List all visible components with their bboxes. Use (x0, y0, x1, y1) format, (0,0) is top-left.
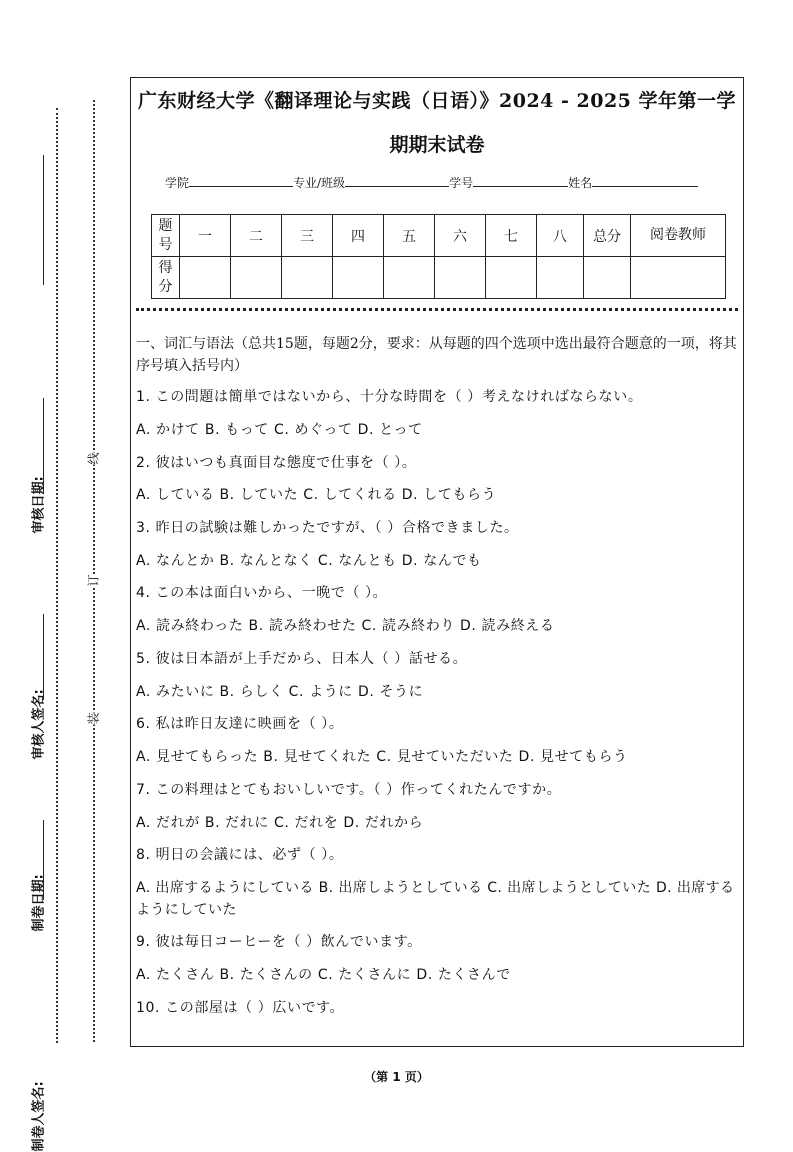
college-label: 学院 (165, 176, 190, 190)
question-5: 5. 彼は日本語が上手だから、日本人（ ）話せる。 (136, 651, 468, 667)
question-4: 4. この本は面白いから、一晩で（ ）。 (136, 585, 388, 601)
college-field[interactable] (189, 174, 293, 187)
question-5-options: A. みたいに B. らしく C. ように D. そうに (136, 684, 424, 700)
question-number-header: 题号 (152, 215, 180, 257)
score-cell-3[interactable] (282, 257, 333, 299)
maker-sign-label: 制卷人签名: (31, 1081, 47, 1152)
question-2: 2. 彼はいつも真面目な態度で仕事を（ ）。 (136, 455, 417, 471)
question-9: 9. 彼は毎日コーヒーを（ ）飲んでいます。 (136, 934, 422, 950)
question-1-options: A. かけて B. もって C. めぐって D. とって (136, 422, 423, 438)
dotted-binding-line (93, 100, 95, 1042)
score-cell-4[interactable] (333, 257, 384, 299)
question-4-options: A. 読み終わった B. 読み終わせた C. 読み終わり D. 読み終える (136, 618, 555, 634)
score-col-total: 总分 (584, 215, 631, 257)
name-label: 姓名 (568, 176, 593, 190)
dotted-separator-left (56, 108, 58, 1043)
section-1-title: 一、词汇与语法（总共15题，每题2分，要求：从每题的四个选项中选出最符合题意的一项，将其序号填入括号内） (136, 336, 737, 374)
score-col-7: 七 (486, 215, 537, 257)
question-8-options: A. 出席するようにしている B. 出席しようとしている C. 出席しようとしていた D. 出席するようにしていた (136, 880, 735, 918)
score-cell-1[interactable] (180, 257, 231, 299)
reviewer-sign-line (43, 398, 44, 494)
score-cell-8[interactable] (537, 257, 584, 299)
reviewer-sign-label: 审核人签名: (31, 689, 47, 760)
question-8: 8. 明日の会議には、必ず（ ）。 (136, 847, 344, 863)
question-9-options: A. たくさん B. たくさんの C. たくさんに D. たくさんで (136, 967, 511, 983)
binding-bind-char: 装 (83, 712, 104, 724)
question-2-options: A. している B. していた C. してくれる D. してもらう (136, 487, 497, 503)
major-class-field[interactable] (345, 174, 449, 187)
exam-title-line2: 期期末试卷 (389, 134, 485, 156)
question-3-options: A. なんとか B. なんとなく C. なんとも D. なんでも (136, 553, 482, 569)
binding-order-char: 订 (83, 574, 104, 586)
score-cell-total[interactable] (584, 257, 631, 299)
reviewer-date-label: 审核日期: (31, 476, 47, 534)
score-cell-7[interactable] (486, 257, 537, 299)
score-col-2: 二 (231, 215, 282, 257)
score-cell-5[interactable] (384, 257, 435, 299)
score-table (151, 214, 726, 299)
score-row-header: 得分 (152, 257, 180, 299)
score-cell-reviewer[interactable] (631, 257, 726, 299)
score-col-3: 三 (282, 215, 333, 257)
question-3: 3. 昨日の試験は難しかったですが、（ ）合格できました。 (136, 520, 519, 536)
question-7: 7. この料理はとてもおいしいです。（ ）作ってくれたんですか。 (136, 782, 562, 798)
student-id-field[interactable] (473, 174, 568, 187)
question-7-options: A. だれが B. だれに C. だれを D. だれから (136, 815, 424, 831)
student-info-row (165, 174, 698, 191)
maker-sign-line (43, 820, 44, 900)
score-col-8: 八 (537, 215, 584, 257)
major-class-label: 专业/班级 (293, 176, 346, 190)
maker-date-line (43, 614, 44, 700)
maker-date-label: 制卷日期: (31, 874, 47, 932)
question-6-options: A. 見せてもらった B. 見せてくれた C. 見せていただいた D. 見せてもらう (136, 749, 628, 765)
question-6: 6. 私は昨日友達に映画を（ ）。 (136, 716, 344, 732)
reviewer-header: 阅卷教师 (631, 215, 726, 257)
reviewer-date-line (43, 155, 44, 285)
score-col-5: 五 (384, 215, 435, 257)
question-10: 10. この部屋は（ ）広いです。 (136, 1000, 345, 1016)
score-col-1: 一 (180, 215, 231, 257)
question-1: 1. この問題は簡単ではないから、十分な時間を（ ）考えなければならない。 (136, 389, 643, 405)
exam-title: 广东财经大学《翻译理论与实践（日语）》2024 - 2025 学年第一学 (138, 90, 736, 112)
student-id-label: 学号 (449, 176, 474, 190)
score-col-6: 六 (435, 215, 486, 257)
score-col-4: 四 (333, 215, 384, 257)
dotted-divider (136, 308, 738, 311)
score-cell-6[interactable] (435, 257, 486, 299)
name-field[interactable] (592, 174, 698, 187)
score-cell-2[interactable] (231, 257, 282, 299)
page-number: （第 1 页） (364, 1070, 429, 1084)
binding-line-char: 线 (83, 452, 104, 464)
